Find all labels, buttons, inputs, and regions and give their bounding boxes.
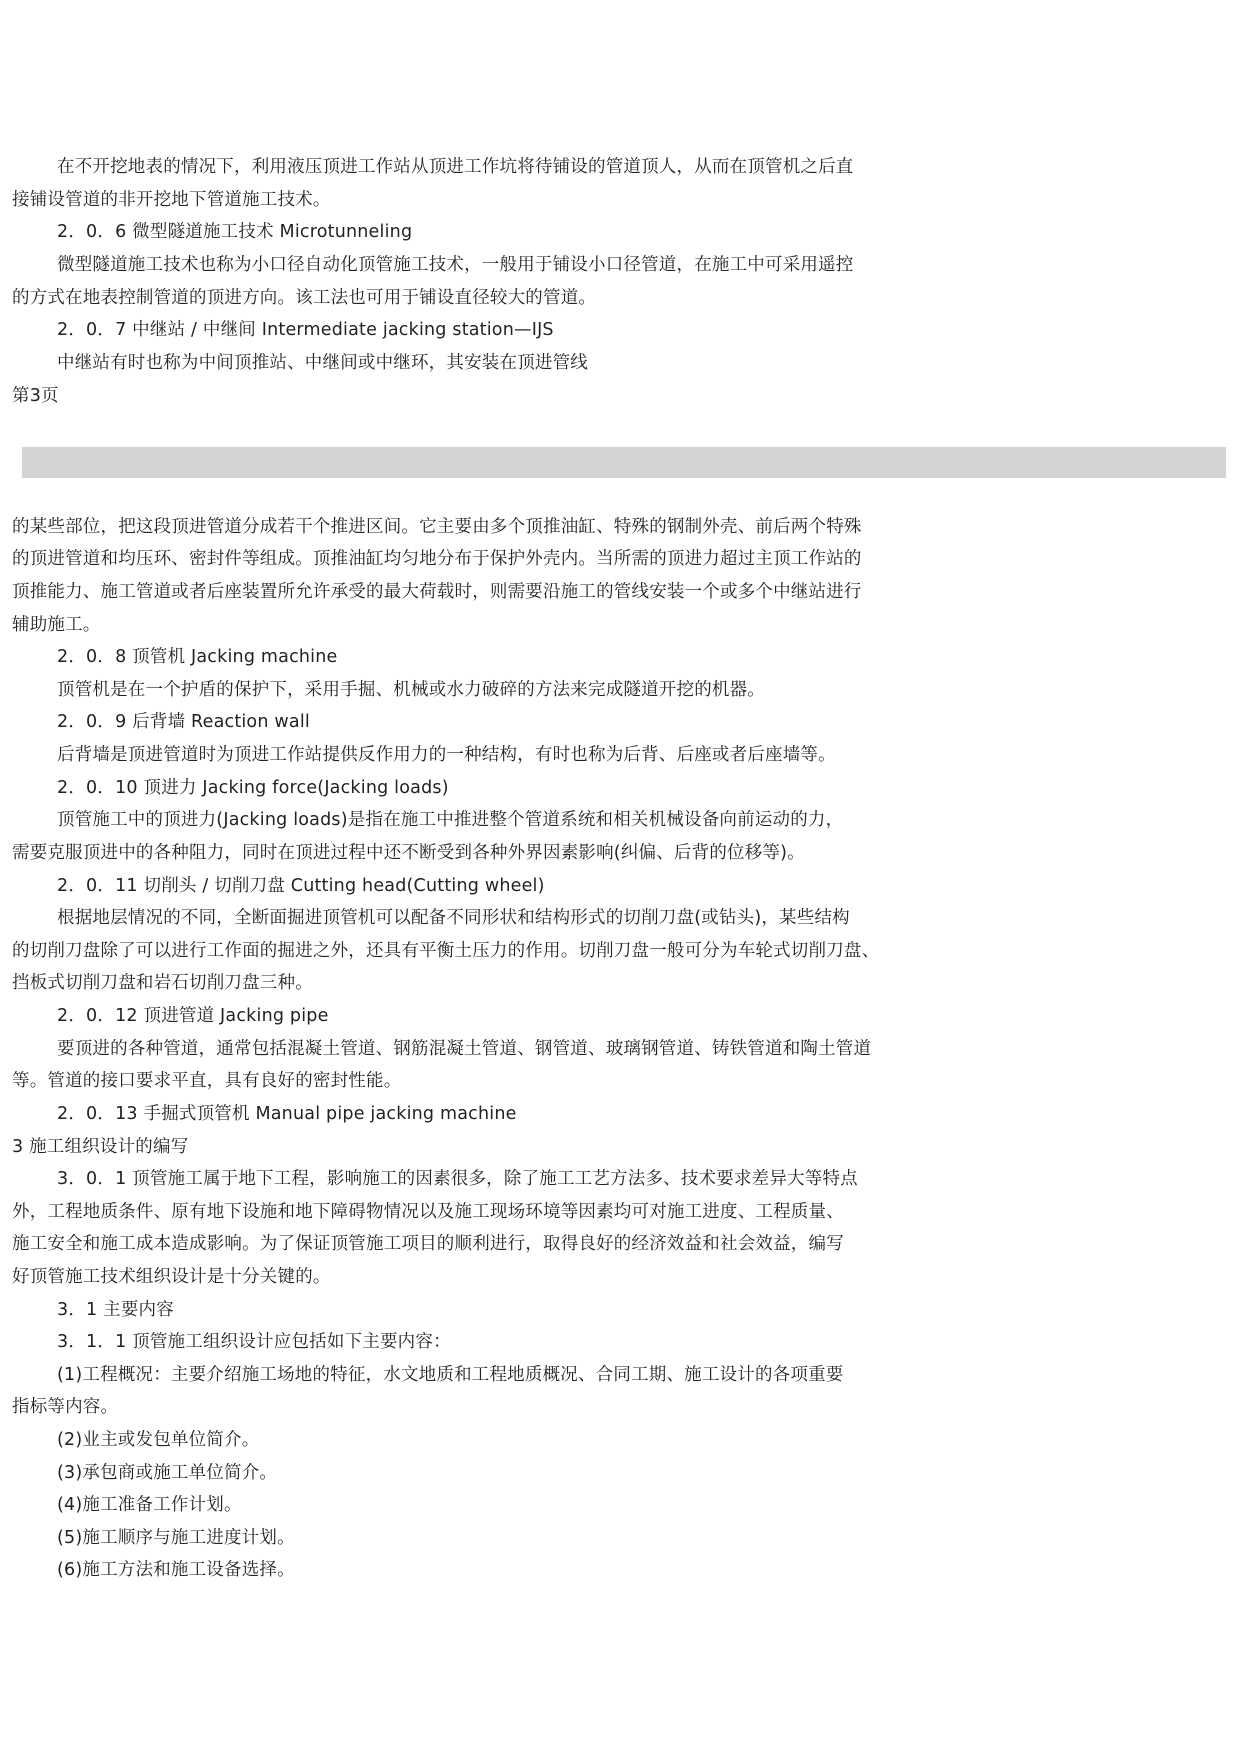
page-number: 第3页 xyxy=(12,386,59,406)
body-text-line: 指标等内容。 xyxy=(12,1397,119,1417)
body-text-line: 好顶管施工技术组织设计是十分关键的。 xyxy=(12,1267,331,1287)
chapter-heading: 3 施工组织设计的编写 xyxy=(12,1137,189,1157)
section-heading: 2．0．13 手掘式顶管机 Manual pipe jacking machine xyxy=(57,1104,517,1124)
body-text-line: 需要克服顶进中的各种阻力，同时在顶进过程中还不断受到各种外界因素影响(纠偏、后背的位移等)。 xyxy=(12,843,805,863)
body-text-line: 的方式在地表控制管道的顶进方向。该工法也可用于铺设直径较大的管道。 xyxy=(12,288,597,308)
body-text-line: 根据地层情况的不同，全断面掘进顶管机可以配备不同形状和结构形式的切削刀盘(或钻头)，某些结构 xyxy=(57,908,850,928)
body-text-line: 顶推能力、施工管道或者后座装置所允许承受的最大荷载时，则需要沿施工的管线安装一个或多个中继站进行 xyxy=(12,582,862,602)
body-text-line: 施工安全和施工成本造成影响。为了保证顶管施工项目的顺利进行，取得良好的经济效益和社会效益，编写 xyxy=(12,1234,844,1254)
body-text-line: 的某些部位，把这段顶进管道分成若干个推进区间。它主要由多个顶推油缸、特殊的钢制外壳、前后两个特殊 xyxy=(12,517,862,537)
list-item: (4)施工准备工作计划。 xyxy=(57,1495,242,1515)
body-text-line: 辅助施工。 xyxy=(12,615,101,635)
body-text-line: 等。管道的接口要求平直，具有良好的密封性能。 xyxy=(12,1071,402,1091)
body-text-line: 的切削刀盘除了可以进行工作面的掘进之外，还具有平衡土压力的作用。切削刀盘一般可分为车轮式切削刀盘、 xyxy=(12,941,880,961)
list-item: (2)业主或发包单位简介。 xyxy=(57,1430,260,1450)
body-text-line: 3．1．1 顶管施工组织设计应包括如下主要内容： xyxy=(57,1332,451,1352)
body-text-line: 外，工程地质条件、原有地下设施和地下障碍物情况以及施工现场环境等因素均可对施工进度、工程质量、 xyxy=(12,1202,844,1222)
list-item: (1)工程概况：主要介绍施工场地的特征，水文地质和工程地质概况、合同工期、施工设计的各项重要 xyxy=(57,1365,844,1385)
section-heading: 3．1 主要内容 xyxy=(57,1300,174,1320)
section-heading: 2．0．7 中继站 / 中继间 Intermediate jacking station—IJS xyxy=(57,320,554,340)
body-text-line: 后背墙是顶进管道时为顶进工作站提供反作用力的一种结构，有时也称为后背、后座或者后座墙等。 xyxy=(57,745,836,765)
list-item: (5)施工顺序与施工进度计划。 xyxy=(57,1528,295,1548)
section-heading: 2．0．9 后背墙 Reaction wall xyxy=(57,712,310,732)
body-text-line: 顶管施工中的顶进力(Jacking loads)是指在施工中推进整个管道系统和相关机械设备向前运动的力， xyxy=(57,810,844,830)
page-divider xyxy=(22,447,1226,478)
body-text-line: 微型隧道施工技术也称为小口径自动化顶管施工技术，一般用于铺设小口径管道，在施工中可采用遥控 xyxy=(57,255,854,275)
body-text-line: 中继站有时也称为中间顶推站、中继间或中继环，其安装在顶进管线 xyxy=(57,353,588,373)
body-text-line: 的顶进管道和均压环、密封件等组成。顶推油缸均匀地分布于保护外壳内。当所需的顶进力超过主顶工作站的 xyxy=(12,549,862,569)
section-heading: 2．0．11 切削头 / 切削刀盘 Cutting head(Cutting wheel) xyxy=(57,876,545,896)
body-text-line: 要顶进的各种管道，通常包括混凝土管道、钢筋混凝土管道、钢管道、玻璃钢管道、铸铁管道和陶土管道 xyxy=(57,1039,872,1059)
list-item: (6)施工方法和施工设备选择。 xyxy=(57,1560,295,1580)
list-item: (3)承包商或施工单位简介。 xyxy=(57,1463,278,1483)
body-text-line: 3．0．1 顶管施工属于地下工程，影响施工的因素很多，除了施工工艺方法多、技术要求差异大等特点 xyxy=(57,1169,858,1189)
section-heading: 2．0．6 微型隧道施工技术 Microtunneling xyxy=(57,222,413,242)
body-text-line: 顶管机是在一个护盾的保护下，采用手掘、机械或水力破碎的方法来完成隧道开挖的机器。 xyxy=(57,680,765,700)
section-heading: 2．0．8 顶管机 Jacking machine xyxy=(57,647,338,667)
section-heading: 2．0．10 顶进力 Jacking force(Jacking loads) xyxy=(57,778,449,798)
body-text-line: 接铺设管道的非开挖地下管道施工技术。 xyxy=(12,190,331,210)
section-heading: 2．0．12 顶进管道 Jacking pipe xyxy=(57,1006,329,1026)
body-text-line: 在不开挖地表的情况下，利用液压顶进工作站从顶进工作坑将待铺设的管道顶人，从而在顶管机之后直 xyxy=(57,157,854,177)
body-text-line: 挡板式切削刀盘和岩石切削刀盘三种。 xyxy=(12,973,313,993)
